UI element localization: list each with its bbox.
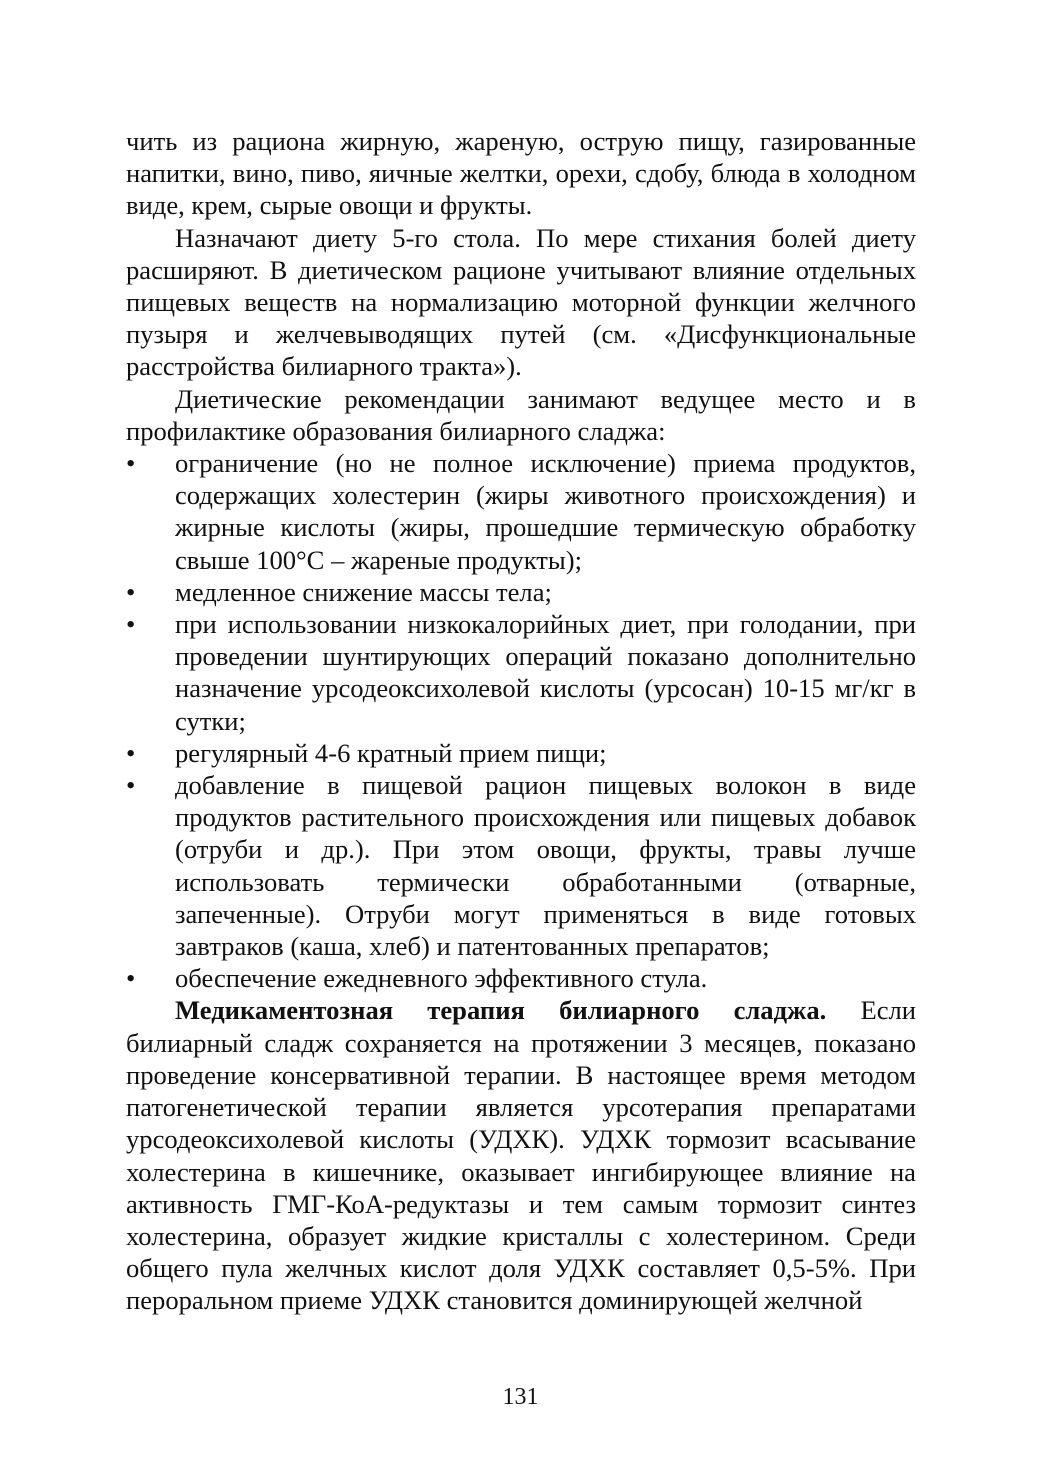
list-item-text: ограничение (но не полное исключение) приема продуктов, содержащих холестерин (жиры животного происхождения) и жирные кислоты (жиры, прошедшие термическую обработку свыше 100°С – жареные продукты);	[175, 448, 916, 575]
list-item-text: регулярный 4-6 кратный прием пищи;	[175, 737, 607, 768]
paragraph-diet-exclusions: чить из рациона жирную, жареную, острую пищу, газированные напитки, вино, пиво, яичные желтки, орехи, сдобу, блюда в холодном виде, крем, сырые овощи и фрукты.	[126, 126, 916, 221]
paragraph-diet-recommendations: Диетические рекомендации занимают ведущее место и в профилактике образования билиарного сладжа:	[126, 383, 916, 446]
bullet-marker: •	[126, 963, 136, 994]
bullet-marker: •	[126, 576, 136, 607]
list-item-text: добавление в пищевой рацион пищевых волокон в виде продуктов растительного происхождения или пищевых добавок (отруби и др.). При этом овощи, фрукты, травы лучше использовать термически обработанными (отварные, запеченные). Отруби могут применяться в виде готовых завтраков (каша, хлеб) и патентованных препаратов;	[175, 770, 916, 962]
page-number: 131	[502, 1384, 539, 1410]
list-item	[126, 447, 916, 576]
paragraph-drug-therapy-text: Если билиарный сладж сохраняется на протяжении 3 месяцев, показано проведение консервативной терапии. В настоящее время методом патогенетической терапии является урсотерапия препаратами урсодеоксихолевой кислоты (УДХК). УДХК тормозит всасывание холестерина в кишечнике, оказывает ингибирующее влияние на активность ГМГ-КоА-редуктазы и тем самым тормозит синтез холестерина, образует жидкие кристаллы с холестерином. Среди общего пула желчных кислот доля УДХК составляет 0,5-5%. При пероральном приеме УДХК становится доминирующей желчной	[126, 995, 917, 1316]
list-item-text: при использовании низкокалорийных диет, при голодании, при проведении шунтирующих операций показано дополнительно назначение урсодеоксихолевой кислоты (урсосан) 10-15 мг/кг в сутки;	[175, 609, 916, 736]
bullet-marker: •	[126, 737, 136, 768]
list-item	[126, 962, 916, 994]
list-item	[126, 576, 916, 608]
bullet-marker: •	[126, 770, 136, 801]
list-item	[126, 769, 916, 962]
list-item-text: медленное снижение массы тела;	[175, 576, 552, 607]
section-heading-drug-therapy: Медикаментозная терапия билиарного сладжа.	[175, 995, 827, 1026]
recommendations-list	[126, 447, 916, 994]
paragraph-drug-therapy	[126, 994, 916, 1316]
list-item	[126, 608, 916, 737]
paragraph-diet-table-5: Назначают диету 5-го стола. По мере стихания болей диету расширяют. В диетическом рационе учитывают влияние отдельных пищевых веществ на нормализацию моторной функции желчного пузыря и желчевыводящих путей (см. «Дисфункциональные расстройства билиарного тракта»).	[126, 222, 916, 382]
bullet-marker: •	[126, 609, 136, 640]
page-body	[126, 125, 916, 1317]
bullet-marker: •	[126, 448, 136, 479]
list-item-text: обеспечение ежедневного эффективного стула.	[175, 963, 708, 994]
list-item	[126, 737, 916, 769]
